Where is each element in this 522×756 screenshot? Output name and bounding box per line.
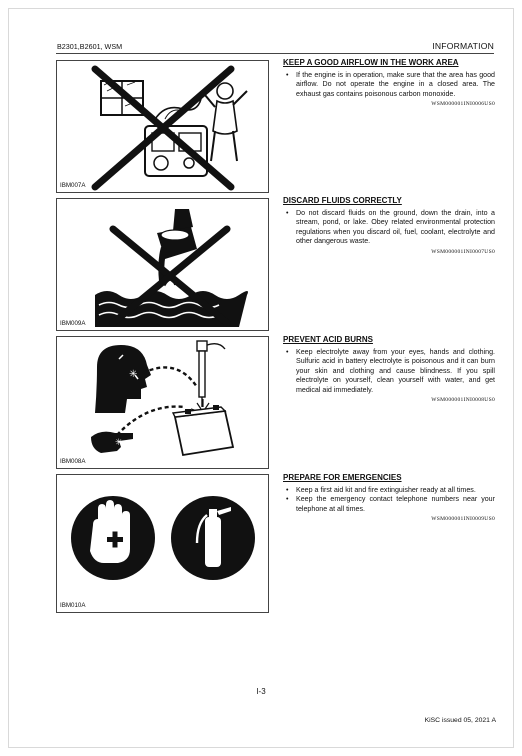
bullet-item: • Keep the emergency contact telephone numbers near your telephone at all times.: [283, 495, 495, 514]
reference-code: WSM000001INI0006US0: [431, 101, 495, 108]
figure-id: IBM010A: [60, 602, 86, 609]
page-number: I-3: [256, 687, 266, 696]
figure-id: IBM009A: [60, 320, 86, 327]
bullet-list: [283, 71, 495, 99]
bullet-list: [283, 209, 495, 247]
figure-airflow: [56, 60, 269, 193]
section-title: PREPARE FOR EMERGENCIES: [283, 473, 402, 482]
figure-emergency: [56, 474, 269, 613]
svg-text:✳: ✳: [115, 437, 123, 447]
bullet-item: • Keep a first aid kit and fire extinguisher ready at all times.: [283, 486, 495, 495]
section-title: DISCARD FLUIDS CORRECTLY: [283, 196, 402, 205]
bullet-item: • If the engine is in operation, make sure that the area has good airflow. Do not operate the engine in a closed area. The exhaust gas contains poisonous carbon monoxide.: [283, 71, 495, 99]
issue-note: KiSC issued 05, 2021 A: [424, 717, 496, 724]
no-dumping-fluids-icon: [57, 199, 270, 332]
figure-acid: [56, 336, 269, 469]
bullet-list: [283, 348, 495, 395]
acid-burn-warning-icon: [57, 337, 270, 470]
bullet-item: • Do not discard fluids on the ground, down the drain, into a stream, pond, or lake. Obey related environmental protection regulations when you discard oil, fuel, coolant, electrolyte and other dangerous waste.: [283, 209, 495, 247]
reference-code: WSM000001INI0007US0: [431, 248, 495, 255]
first-aid-and-extinguisher-icon: [57, 475, 270, 614]
header-rule: [56, 53, 494, 54]
header-models: B2301,B2601, WSM: [57, 42, 123, 51]
section-airflow: [283, 57, 495, 107]
section-title: KEEP A GOOD AIRFLOW IN THE WORK AREA: [283, 58, 459, 67]
bullet-item: • Keep electrolyte away from your eyes, hands and clothing. Sulfuric acid in battery electrolyte is poisonous and it can burn your skin and clothing and cause blindness. If you spill electrolyte on yourself, clean yourself with water, and get medical aid immediately.: [283, 348, 495, 395]
header-chapter: INFORMATION: [432, 41, 494, 51]
figure-id: IBM007A: [60, 182, 86, 189]
bullet-list: [283, 486, 495, 514]
reference-code: WSM000001INI0009US0: [431, 516, 495, 523]
section-title: PREVENT ACID BURNS: [283, 335, 373, 344]
no-engine-in-closed-room-icon: [57, 61, 270, 194]
figure-id: IBM008A: [60, 458, 86, 465]
section-fluids: [283, 195, 495, 255]
section-acid: [283, 334, 495, 403]
section-emergencies: [283, 472, 495, 522]
figure-fluids: [56, 198, 269, 331]
reference-code: WSM000001INI0008US0: [431, 397, 495, 404]
svg-text:✳: ✳: [129, 369, 138, 380]
